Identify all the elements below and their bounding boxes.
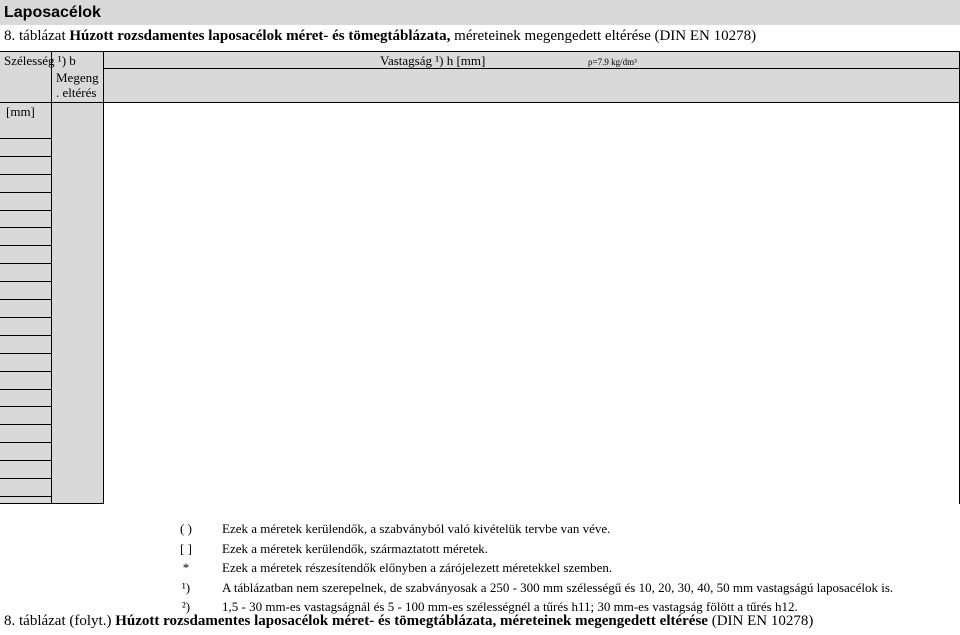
- row-separator: [0, 138, 52, 139]
- row-separator: [0, 478, 52, 479]
- row-separator: [0, 245, 52, 246]
- row-separator: [0, 335, 52, 336]
- footnote-text: Ezek a méretek kerülendők, a szabványból való kivételük tervbe van véve.: [222, 521, 611, 536]
- table-caption: [4, 28, 756, 45]
- tolerance-label-2: . eltérés: [56, 85, 97, 100]
- grid-line-h1: [104, 68, 960, 69]
- footnote-text: A táblázatban nem szerepelnek, de szabványosak a 250 - 300 mm szélességű és 10, 20, 30, 40, 50 mm vastagságú laposacélok is.: [222, 579, 894, 595]
- footnote-text: Ezek a méretek kerülendők, származtatott méretek.: [222, 540, 489, 556]
- size-table: [0, 51, 960, 504]
- footer-caption-prefix: 8. táblázat (folyt.): [4, 613, 112, 629]
- row-separator: [0, 227, 52, 228]
- footer-caption-bold: Húzott rozsdamentes laposacélok méret- és tömegtáblázata, méreteinek megengedett eltérése: [115, 613, 708, 629]
- row-separator: [0, 299, 52, 300]
- footer-caption: [4, 613, 813, 630]
- width-label: Szélesség ¹) b: [4, 53, 76, 68]
- footnote-symbol: *: [182, 560, 190, 575]
- caption-rest: méreteinek megengedett eltérése (DIN EN 10278): [454, 28, 757, 44]
- table-header-band: [104, 51, 960, 102]
- footnote-symbol: ( ): [180, 521, 192, 536]
- row-separator: [0, 406, 52, 407]
- row-separator: [0, 389, 52, 390]
- thickness-label: Vastagság ¹) h [mm]: [380, 53, 486, 68]
- tolerance-label: Megeng: [56, 70, 99, 85]
- row-separator: [0, 192, 52, 193]
- footnote-symbol: [ ]: [180, 540, 192, 556]
- footnote-text: 1,5 - 30 mm-es vastagságnál és 5 - 100 mm-es szélességnél a tűrés h11; 30 mm-es vastagság fölött a tűrés h12.: [222, 599, 798, 614]
- grid-line-bottom: [0, 503, 104, 504]
- row-separator: [0, 424, 52, 425]
- caption-bold: Húzott rozsdamentes laposacélok méret- és tömegtáblázata,: [69, 28, 451, 44]
- row-separator: [0, 281, 52, 282]
- row-separator: [0, 442, 52, 443]
- row-separator: [0, 371, 52, 372]
- footnote-text: Ezek a méretek részesítendők előnyben a zárójelezett méretekkel szemben.: [222, 560, 613, 575]
- row-separator: [0, 317, 52, 318]
- density-label: ρ=7.9 kg/dm³: [588, 57, 637, 67]
- page-title: Laposacélok: [0, 0, 960, 25]
- row-separator: [0, 460, 52, 461]
- caption-prefix: 8. táblázat: [4, 28, 66, 44]
- footnote-symbol: ¹): [181, 579, 191, 595]
- footer-caption-rest: (DIN EN 10278): [711, 613, 814, 629]
- width-tolerance-column: [52, 51, 104, 504]
- row-separator: [0, 174, 52, 175]
- row-separator: [0, 496, 52, 497]
- footnote-symbol: ²): [181, 599, 191, 614]
- row-separator: [0, 156, 52, 157]
- row-separator: [0, 353, 52, 354]
- grid-line-h2: [0, 102, 960, 103]
- row-separator: [0, 210, 52, 211]
- grid-line-top: [0, 51, 960, 52]
- row-separator: [0, 263, 52, 264]
- unit-label: [mm]: [6, 104, 35, 119]
